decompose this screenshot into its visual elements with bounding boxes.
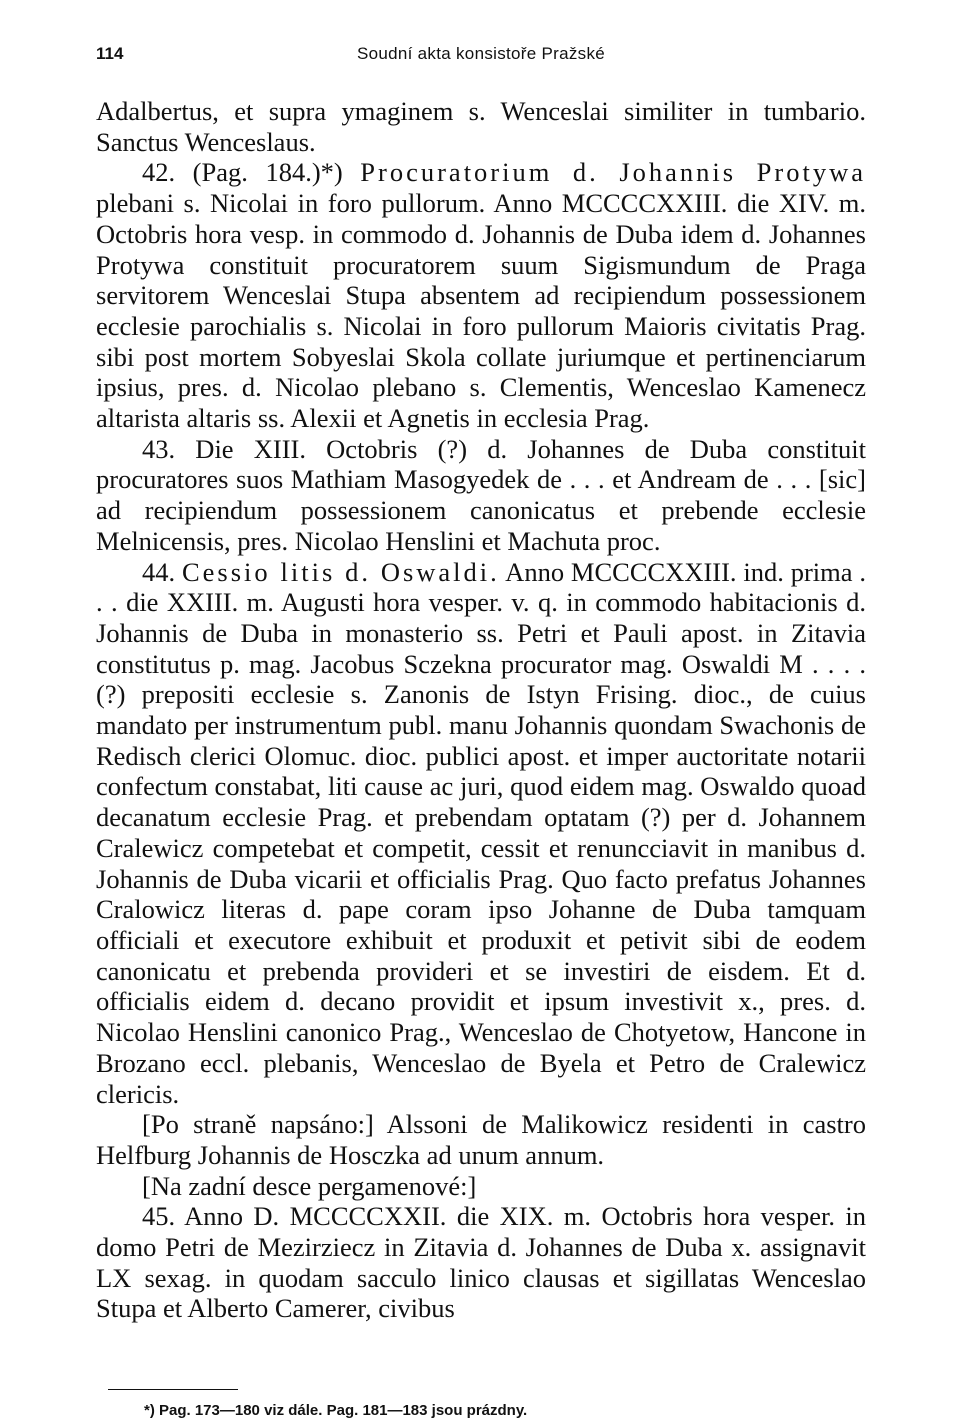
paragraph-text: 44. bbox=[142, 556, 182, 587]
paragraph-text: Anno MCCCCXXIII. ind. prima . . . die XXIII. m. Augusti hora vesper. v. q. in commodo habitacionis d. Johannis de Duba in monasterio ss. Petri et Pauli apost. in Zitavia constitutus p. mag. Jacobus Sczekna procurator mag. Oswaldi M . . . . (?) prepositi ecclesie s. Zanonis de Istyn Frising. dioc., de cuius mandato per instrumentum publ. manu Johannis quondam Swachonis de Redisch clerici Olomuc. dioc. publici apost. et imper auctoritate notarii confectum constabat, liti cause ac juri, quod eidem mag. Oswaldo quoad decanatum ecclesie Prag. et prebendam optatam (?) per d. Johannem Cralewicz competebat et competit, cessit et renuncciavit in manibus d. Johannis de Duba vicarii et officialis Prag. Quo facto prefatus Johannes Cralowicz literas d. pape coram ipso Johanne de Duba tamquam officiali et executore exhibuit et produxit et petivit sibi de eodem canonicatu et prebenda provideri et se investiri de eisdem. Et d. officialis eidem d. decano providit et ipsum investivit x., pres. d. Nicolao Henslini canonico Prag., Wenceslao de Chotyetow, Hancone in Brozano eccl. plebanis, Wenceslao de Byela et Petro de Cralewicz clericis. bbox=[96, 556, 867, 1109]
document-page bbox=[96, 0, 866, 1424]
running-head bbox=[96, 44, 866, 68]
paragraph-text: [Na zadní desce pergamenové:] bbox=[142, 1170, 477, 1201]
paragraph bbox=[96, 96, 866, 157]
paragraph-text: 42. (Pag. 184.)*) bbox=[142, 157, 361, 188]
page-number: 114 bbox=[96, 44, 124, 63]
paragraph-text: 43. Die XIII. Octobris (?) d. Johannes de Duba constituit procuratores suos Mathiam Masogyedek de . . . et Andream de . . . [sic] ad recipiendum possessionem canonicatus et prebende ecclesie Melnicensis, pres. Nicolao Henslini et Machuta proc. bbox=[96, 433, 866, 556]
entry-heading: Cessio litis d. Oswaldi. bbox=[181, 556, 500, 587]
footnote-divider bbox=[108, 1389, 238, 1390]
paragraph bbox=[96, 1201, 866, 1324]
entry-heading: Procuratorium d. Johannis Protywa bbox=[360, 157, 866, 188]
paragraph bbox=[96, 1109, 866, 1170]
paragraph bbox=[96, 157, 866, 433]
paragraph bbox=[96, 557, 866, 1110]
footnote: *) Pag. 173—180 viz dále. Pag. 181—183 jsou prázdny. bbox=[144, 1402, 528, 1419]
paragraph-text: 45. Anno D. MCCCCXXII. die XIX. m. Octobris hora vesper. in domo Petri de Mezirziecz in Zitavia d. Johannes de Duba x. assignavit LX sexag. in quodam sacculo linico clausas et sigillatas Wenceslao Stupa et Alberto Camerer, civibus bbox=[96, 1201, 866, 1324]
running-title: Soudní akta konsistoře Pražské bbox=[356, 44, 606, 63]
paragraph-text: [Po straně napsáno:] Alssoni de Malikowicz residenti in castro Helfburg Johannis de Hosczka ad unum annum. bbox=[96, 1109, 866, 1170]
paragraph bbox=[96, 1171, 866, 1202]
paragraph bbox=[96, 434, 866, 557]
paragraph-text: plebani s. Nicolai in foro pullorum. Anno MCCCCXXIII. die XIV. m. Octobris hora vesp. in commodo d. Johannis de Duba idem d. Johannes Protywa constituit procuratorem suum Sigismundum de Praga servitorem Wenceslai Stupa absentem ad recipiendum possessionem ecclesie parochialis s. Nicolai in foro pullorum Maioris civitatis Prag. sibi post mortem Sobyeslai Skola collate juriumque et pertinenciarum ipsius, pres. d. Nicolao plebano s. Clementis, Wenceslao Kamenecz altarista altaris ss. Alexii et Agnetis in ecclesia Prag. bbox=[96, 188, 866, 434]
body-text bbox=[96, 96, 866, 1324]
paragraph-text: Adalbertus, et supra ymaginem s. Wenceslai similiter in tumbario. Sanctus Wenceslaus. bbox=[96, 96, 866, 157]
